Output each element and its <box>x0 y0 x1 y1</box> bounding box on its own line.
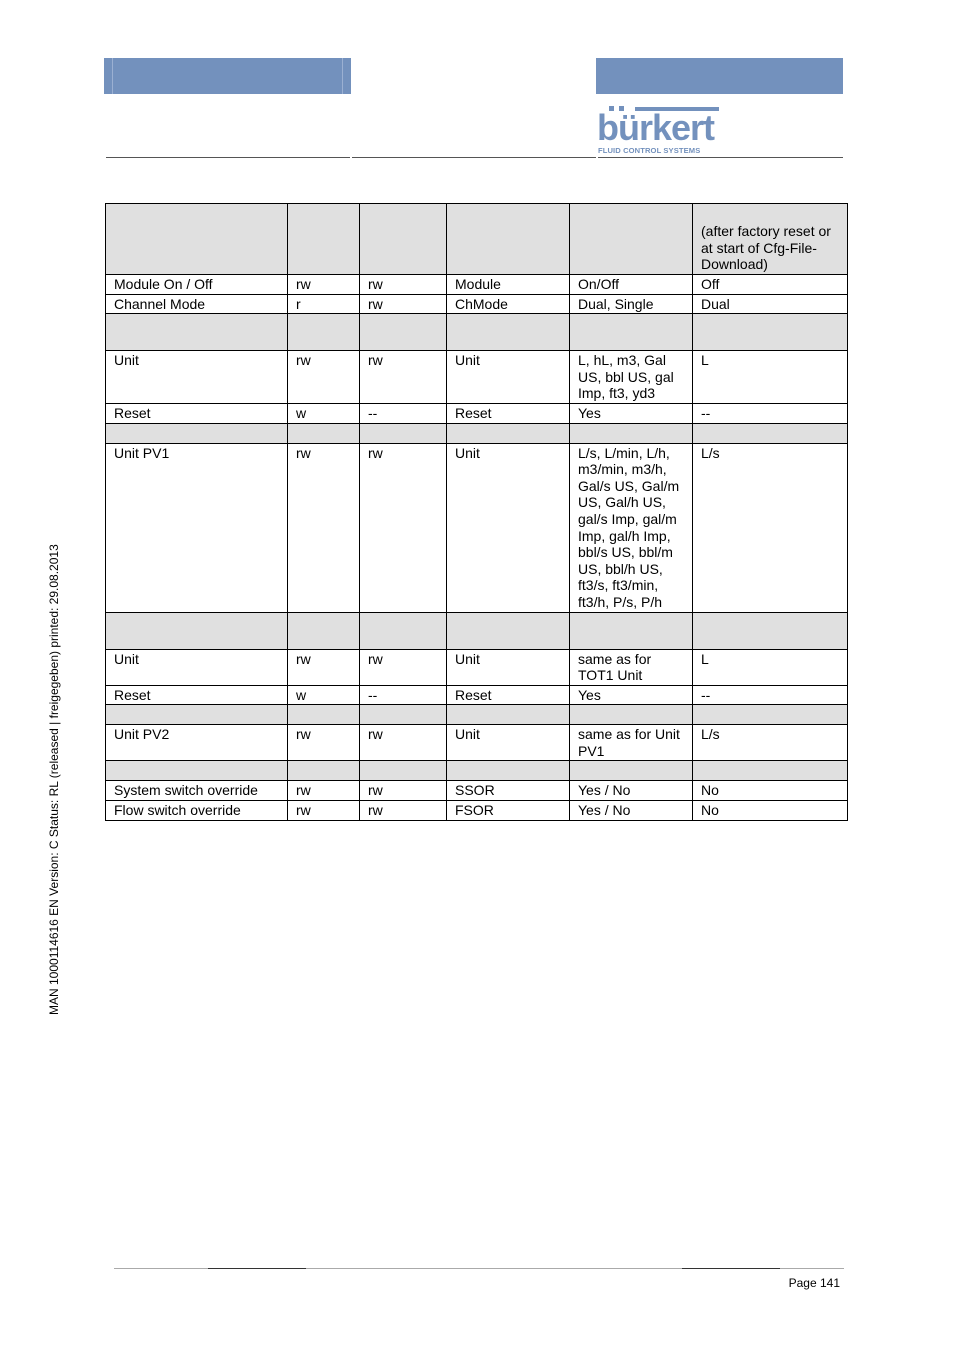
table-cell <box>570 761 693 781</box>
table-cell <box>693 612 848 649</box>
table-cell: same as for TOT1 Unit <box>570 649 693 685</box>
table-cell: -- <box>360 403 447 423</box>
table-cell: Module On / Off <box>106 275 288 295</box>
table-cell <box>106 314 288 351</box>
header-rule-right <box>598 157 843 158</box>
table-cell: rw <box>288 351 360 404</box>
table-cell: L <box>693 649 848 685</box>
table-cell: Unit <box>106 649 288 685</box>
table-cell <box>693 314 848 351</box>
table-group-row <box>106 423 848 443</box>
table-cell: Unit <box>447 725 570 761</box>
table-cell: Unit <box>447 443 570 612</box>
table-cell <box>106 612 288 649</box>
table-cell: rw <box>288 275 360 295</box>
table-cell: w <box>288 685 360 705</box>
table-row <box>106 781 848 801</box>
table-cell: Yes / No <box>570 781 693 801</box>
table-row <box>106 725 848 761</box>
table-cell: Unit <box>447 351 570 404</box>
table-cell: Unit PV2 <box>106 725 288 761</box>
table-cell: L <box>693 351 848 404</box>
table-row <box>106 443 848 612</box>
table-cell: L/s <box>693 725 848 761</box>
table-row <box>106 801 848 821</box>
table-cell: rw <box>360 649 447 685</box>
table-group-row <box>106 761 848 781</box>
table-cell: rw <box>360 725 447 761</box>
table-cell: rw <box>288 725 360 761</box>
table-cell <box>360 314 447 351</box>
table-cell: -- <box>693 685 848 705</box>
table-cell <box>360 612 447 649</box>
table-cell: Reset <box>447 403 570 423</box>
table-cell: rw <box>360 294 447 314</box>
table-cell: On/Off <box>570 275 693 295</box>
header-rule-middle <box>352 157 596 158</box>
table-cell: SSOR <box>447 781 570 801</box>
table-cell: rw <box>288 801 360 821</box>
table-cell: Reset <box>106 685 288 705</box>
header-cell <box>360 204 447 275</box>
table-header-row <box>106 204 848 275</box>
table-cell: L/s <box>693 443 848 612</box>
table-cell <box>288 314 360 351</box>
table-cell: rw <box>360 801 447 821</box>
table-cell: w <box>288 403 360 423</box>
table-cell <box>288 612 360 649</box>
table-cell: Flow switch override <box>106 801 288 821</box>
table-cell: rw <box>288 443 360 612</box>
table-group-row <box>106 612 848 649</box>
table-cell: No <box>693 801 848 821</box>
table-cell <box>570 705 693 725</box>
table-cell: Off <box>693 275 848 295</box>
table-cell: rw <box>360 351 447 404</box>
table-cell: FSOR <box>447 801 570 821</box>
table-cell <box>447 761 570 781</box>
table-cell <box>447 314 570 351</box>
table-cell: Reset <box>447 685 570 705</box>
table-cell: rw <box>360 781 447 801</box>
table-cell <box>360 423 447 443</box>
table-cell: Unit <box>106 351 288 404</box>
table-cell: rw <box>288 649 360 685</box>
table-cell: Dual <box>693 294 848 314</box>
header-cell <box>106 204 288 275</box>
header-rule-left <box>106 157 350 158</box>
table-cell: rw <box>360 275 447 295</box>
footer-rule-accent-left <box>208 1268 306 1269</box>
table-cell: L/s, L/min, L/h, m3/min, m3/h, Gal/s US, Gal/m US, Gal/h US, gal/s Imp, gal/m Imp, gal/h Imp, bbl/s US, bbl/m US, bbl/h US, ft3/s, ft3/min, ft3/h, P/s, P/h <box>570 443 693 612</box>
table-cell: Yes <box>570 685 693 705</box>
table-row <box>106 403 848 423</box>
table-cell <box>447 705 570 725</box>
table-cell: L, hL, m3, Gal US, bbl US, gal Imp, ft3, yd3 <box>570 351 693 404</box>
table-cell <box>288 423 360 443</box>
header-band-left <box>104 58 351 94</box>
table-cell: Yes / No <box>570 801 693 821</box>
table-group-row <box>106 314 848 351</box>
document-status-sidebar: MAN 1000114616 EN Version: C Status: RL (released | freigegeben) printed: 29.08.2013 <box>47 544 61 1015</box>
table-cell <box>288 705 360 725</box>
table-group-row <box>106 705 848 725</box>
table-cell: rw <box>360 443 447 612</box>
table-cell <box>106 423 288 443</box>
header-cell <box>288 204 360 275</box>
table-cell: System switch override <box>106 781 288 801</box>
table-cell: r <box>288 294 360 314</box>
header-cell <box>570 204 693 275</box>
table-row <box>106 649 848 685</box>
table-cell <box>447 423 570 443</box>
logo-tagline: FLUID CONTROL SYSTEMS <box>598 146 701 155</box>
table-cell <box>570 612 693 649</box>
page-number: Page 141 <box>788 1276 840 1290</box>
table-cell: Channel Mode <box>106 294 288 314</box>
table-row <box>106 275 848 295</box>
table-cell <box>447 612 570 649</box>
header-band-right <box>596 58 843 94</box>
table-cell <box>693 761 848 781</box>
table-row <box>106 294 848 314</box>
header-cell <box>447 204 570 275</box>
table-cell: Reset <box>106 403 288 423</box>
table-cell: Dual, Single <box>570 294 693 314</box>
logo-wordmark: bürkert <box>597 107 715 148</box>
table-cell: rw <box>288 781 360 801</box>
burkert-logo <box>597 104 717 156</box>
table-cell: No <box>693 781 848 801</box>
table-cell: Unit PV1 <box>106 443 288 612</box>
table-cell <box>288 761 360 781</box>
table-cell: same as for Unit PV1 <box>570 725 693 761</box>
table-cell <box>693 705 848 725</box>
table-cell <box>106 705 288 725</box>
table-cell <box>360 705 447 725</box>
table-row <box>106 351 848 404</box>
table-row <box>106 685 848 705</box>
table-cell: -- <box>693 403 848 423</box>
footer-rule-accent-right <box>682 1268 780 1269</box>
table-cell: ChMode <box>447 294 570 314</box>
table-cell <box>106 761 288 781</box>
table-cell <box>693 423 848 443</box>
table-cell <box>570 314 693 351</box>
table-cell <box>360 761 447 781</box>
table-cell: Unit <box>447 649 570 685</box>
table-cell <box>570 423 693 443</box>
table-cell: Module <box>447 275 570 295</box>
parameter-table <box>105 203 848 821</box>
table-cell: Yes <box>570 403 693 423</box>
table-cell: -- <box>360 685 447 705</box>
header-cell: (after factory reset or at start of Cfg-File-Download) <box>693 204 848 275</box>
